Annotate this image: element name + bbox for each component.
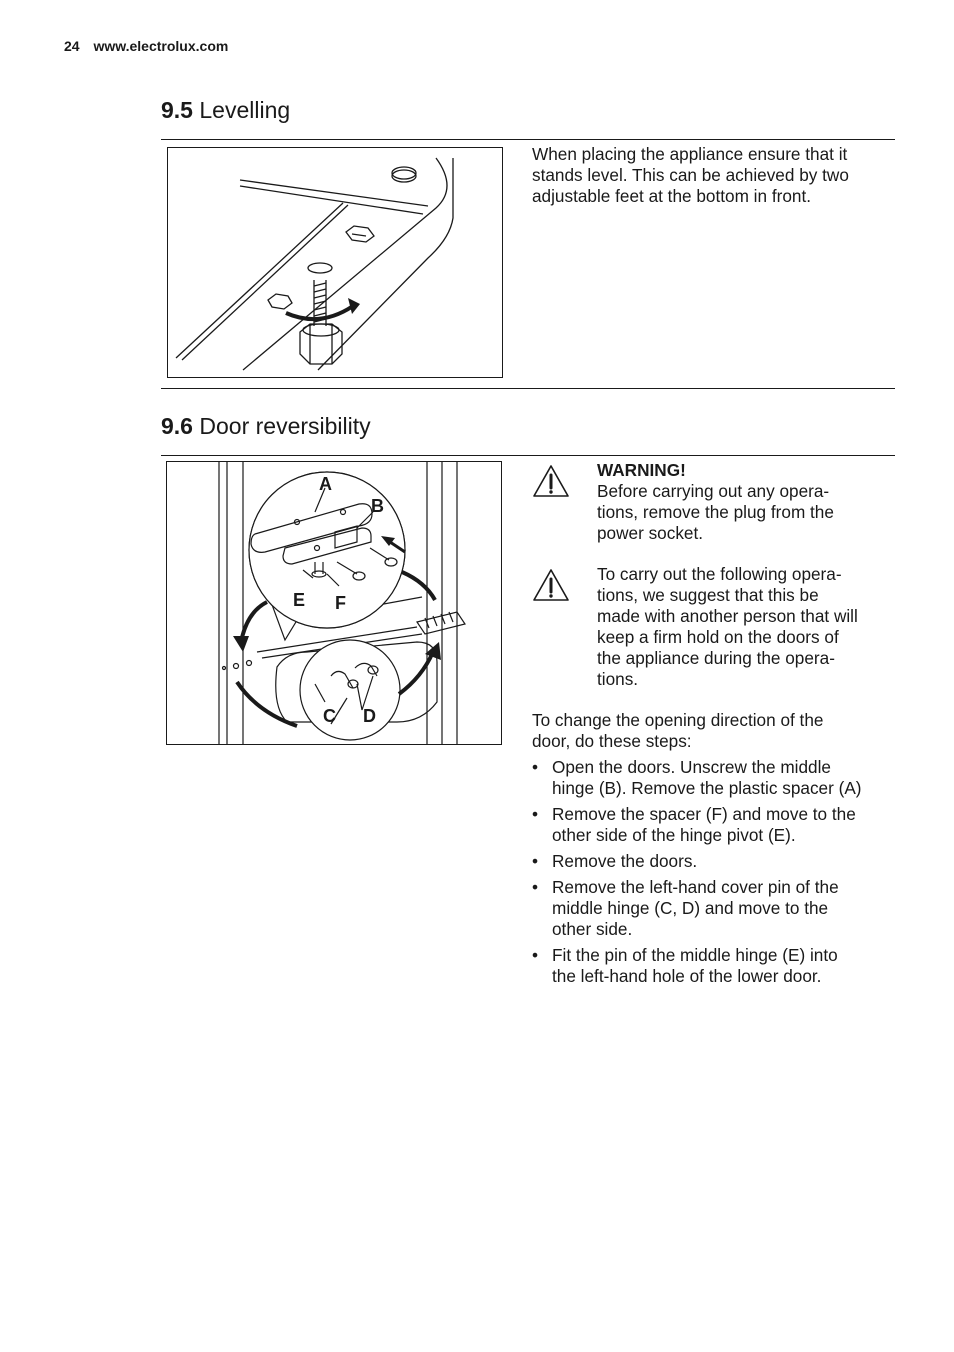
page-header bbox=[64, 38, 228, 54]
warning-line: power socket. bbox=[597, 523, 704, 543]
step-line: hinge (B). Remove the plastic spacer (A) bbox=[552, 778, 862, 798]
section-heading: Door reversibility bbox=[199, 413, 371, 439]
step-line: Open the doors. Unscrew the middle bbox=[552, 757, 831, 777]
list-item bbox=[532, 851, 892, 872]
label-f: F bbox=[335, 593, 346, 613]
door-intro-text bbox=[532, 710, 892, 752]
list-item bbox=[532, 757, 892, 799]
step-line: Remove the doors. bbox=[552, 851, 698, 871]
warning-icon bbox=[532, 464, 570, 498]
door-hinge-illustration bbox=[167, 462, 501, 744]
bullet-icon: • bbox=[532, 851, 539, 871]
warning-line: To carry out the following opera- bbox=[597, 564, 842, 584]
website-link[interactable]: www.electrolux.com bbox=[93, 38, 229, 54]
label-e: E bbox=[293, 590, 306, 610]
list-item bbox=[532, 877, 892, 940]
step-line: Remove the spacer (F) and move to the bbox=[552, 804, 856, 824]
warning-line: tions. bbox=[597, 669, 639, 689]
warning-line: Before carrying out any opera- bbox=[597, 481, 830, 501]
section-number: 9.5 bbox=[161, 97, 193, 123]
section-title-door bbox=[161, 413, 371, 440]
warning-block-1 bbox=[532, 460, 892, 550]
levelling-description: When placing the appliance ensure that it stands level. This can be achieved by two adjustable feet at the bottom in front. bbox=[532, 144, 849, 206]
warning-icon bbox=[532, 568, 570, 602]
list-item bbox=[532, 804, 892, 846]
intro-line: To change the opening direction of the bbox=[532, 710, 824, 730]
section-title-levelling bbox=[161, 97, 290, 124]
step-line: the left-hand hole of the lower door. bbox=[552, 966, 822, 986]
warning-line: tions, remove the plug from the bbox=[597, 502, 834, 522]
warning-block-2 bbox=[532, 564, 892, 694]
door-steps-list bbox=[532, 757, 892, 992]
label-c: C bbox=[323, 706, 336, 726]
warning-line: keep a firm hold on the doors of bbox=[597, 627, 839, 647]
bullet-icon: • bbox=[532, 877, 539, 897]
warning-line: tions, we suggest that this be bbox=[597, 585, 819, 605]
warning-text-2 bbox=[597, 564, 892, 690]
label-d: D bbox=[363, 706, 376, 726]
step-line: other side. bbox=[552, 919, 633, 939]
section-rule-door bbox=[161, 455, 895, 456]
step-line: Remove the left-hand cover pin of the bbox=[552, 877, 839, 897]
bullet-icon: • bbox=[532, 945, 539, 965]
section-rule-bottom bbox=[161, 388, 895, 389]
warning-line: made with another person that will bbox=[597, 606, 858, 626]
bullet-icon: • bbox=[532, 757, 539, 777]
step-line: middle hinge (C, D) and move to the bbox=[552, 898, 829, 918]
label-b: B bbox=[371, 496, 384, 516]
warning-line: the appliance during the opera- bbox=[597, 648, 835, 668]
list-item bbox=[532, 945, 892, 987]
section-rule-top bbox=[161, 139, 895, 140]
section-number: 9.6 bbox=[161, 413, 193, 439]
warning-text-1 bbox=[597, 460, 892, 544]
step-line: other side of the hinge pivot (E). bbox=[552, 825, 796, 845]
door-reversibility-figure bbox=[166, 461, 502, 745]
warning-heading: WARNING! bbox=[597, 460, 686, 480]
levelling-illustration bbox=[168, 148, 502, 377]
page-number: 24 bbox=[64, 38, 80, 54]
label-a: A bbox=[319, 474, 332, 494]
step-line: Fit the pin of the middle hinge (E) into bbox=[552, 945, 838, 965]
levelling-figure bbox=[167, 147, 503, 378]
bullet-icon: • bbox=[532, 804, 539, 824]
intro-line: door, do these steps: bbox=[532, 731, 692, 751]
section-heading: Levelling bbox=[199, 97, 291, 123]
